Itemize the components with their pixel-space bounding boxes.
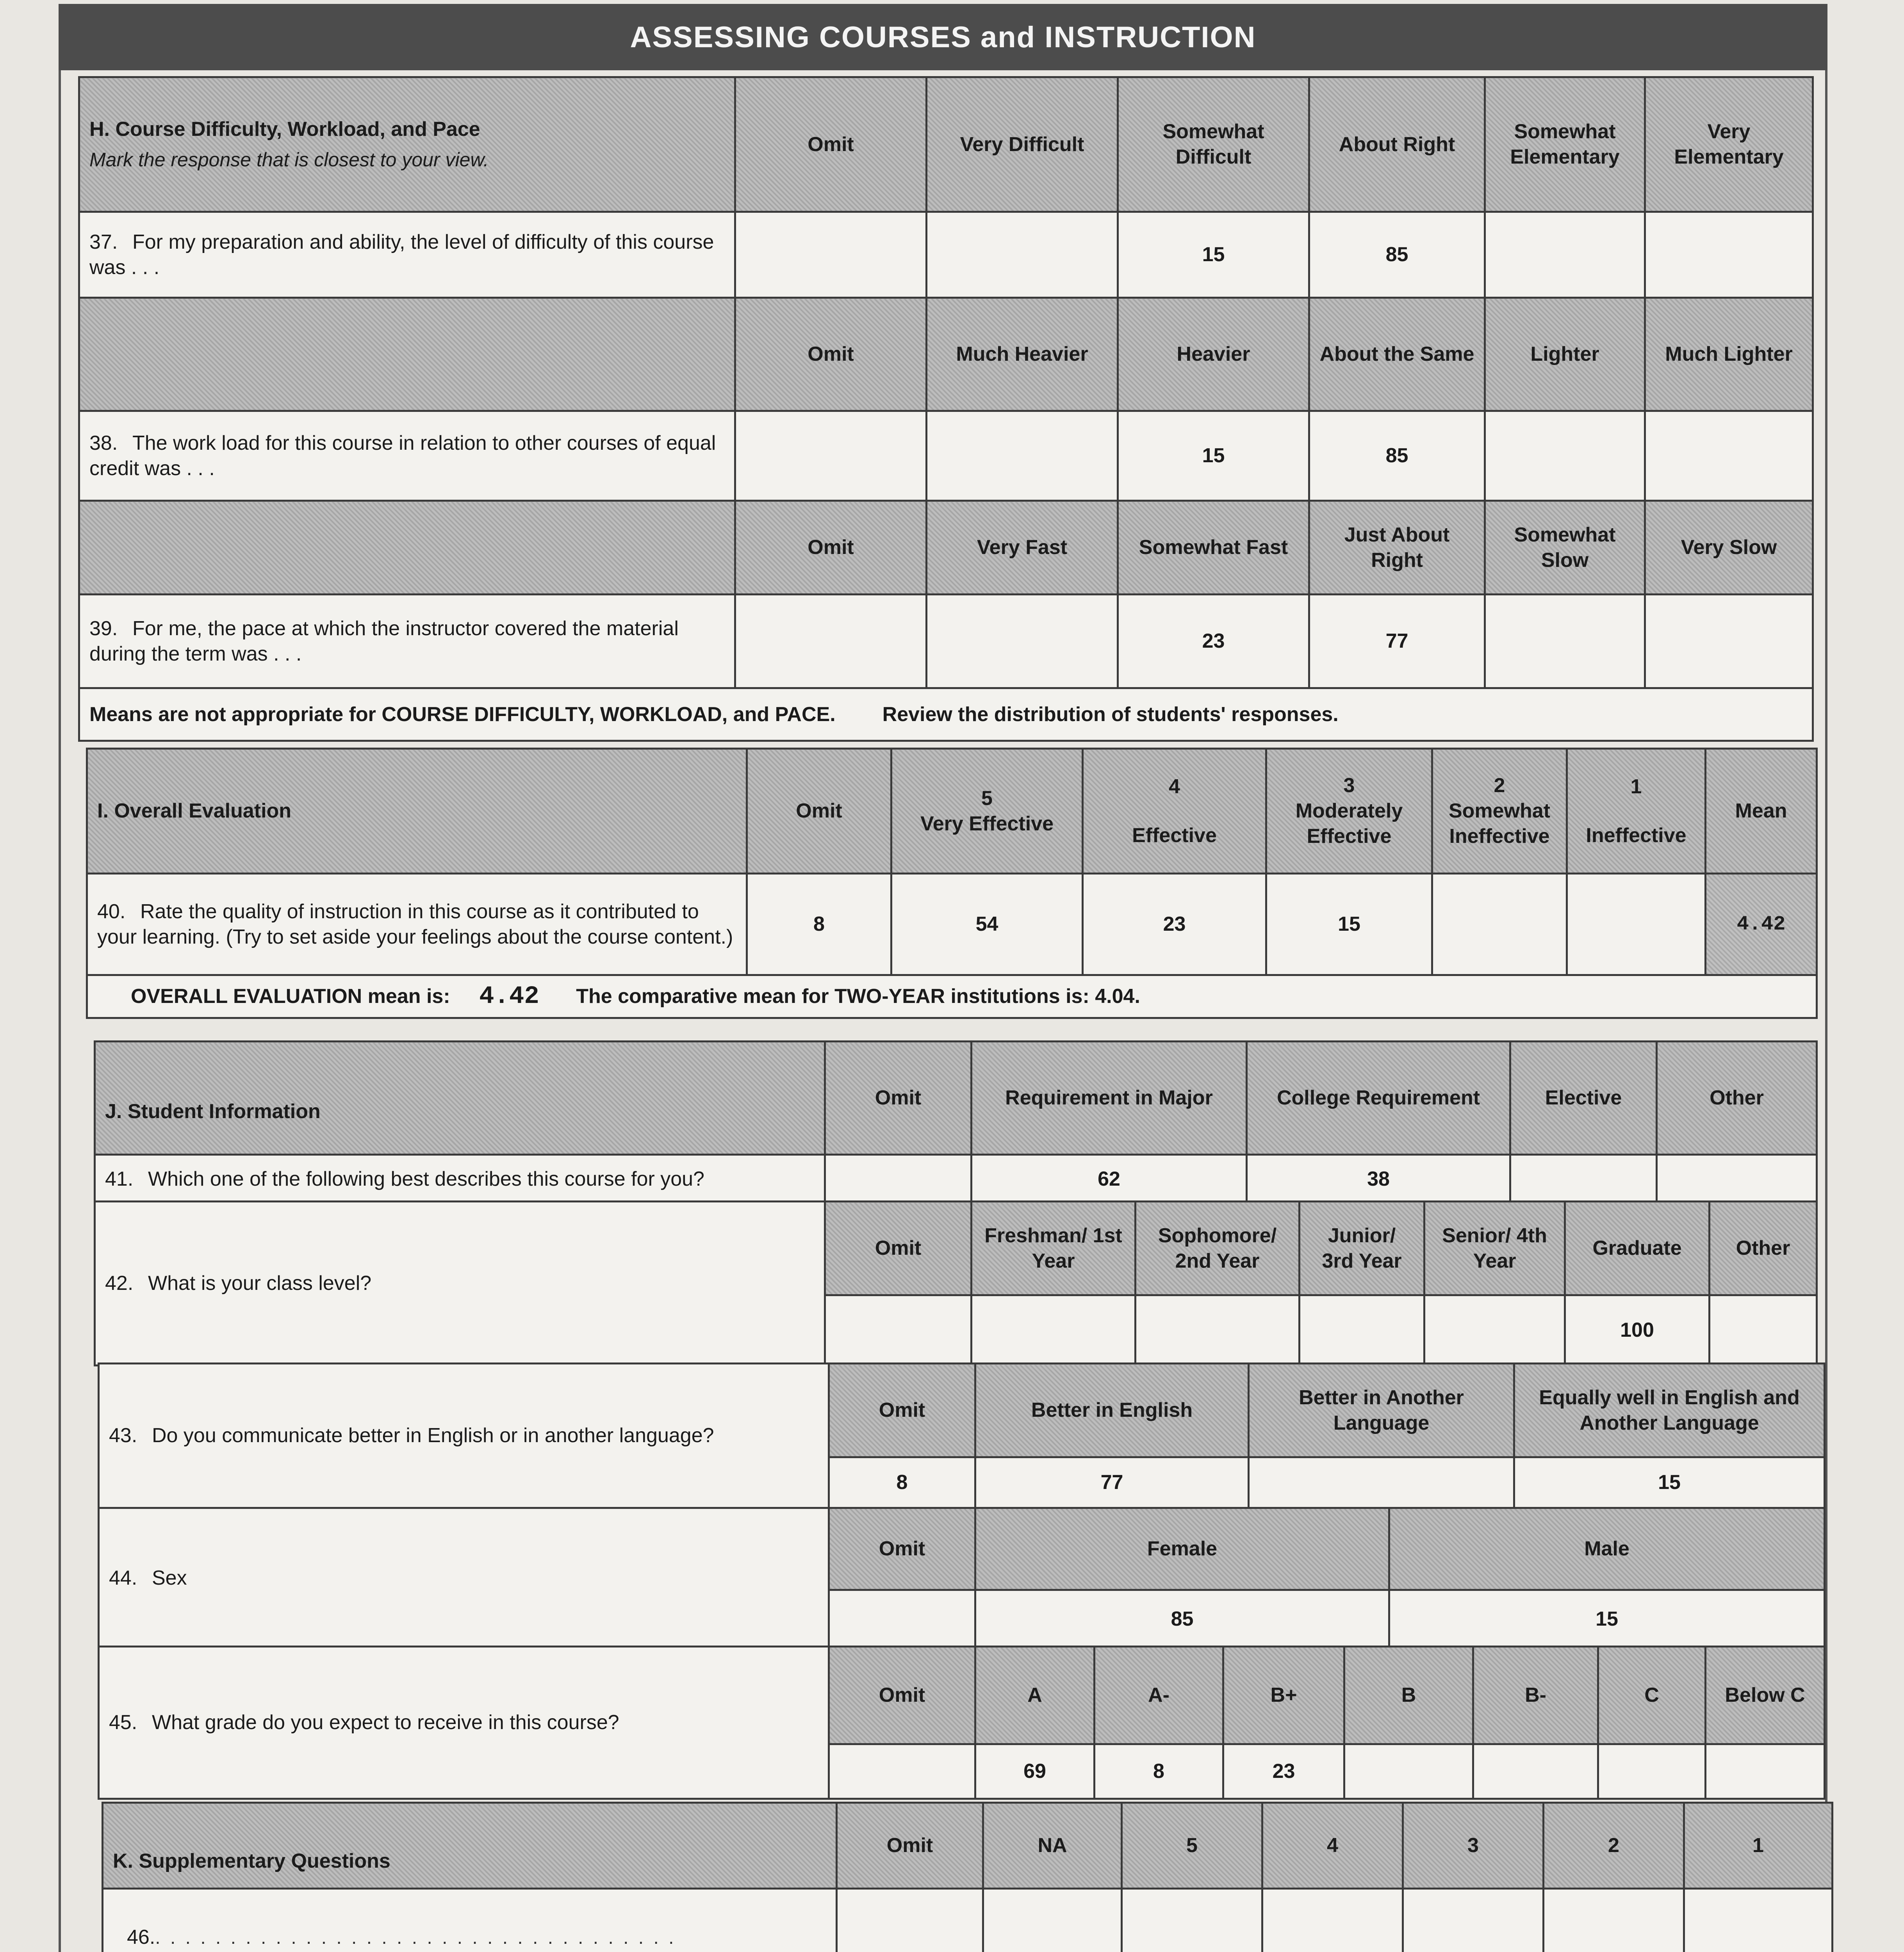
q37-value-omit xyxy=(735,212,927,298)
q39-header-just-about-right: Just About Right xyxy=(1309,501,1485,595)
q44-header-female: Female xyxy=(975,1508,1389,1590)
k-header-3: 3 xyxy=(1403,1803,1544,1889)
q45-value-a-minus: 8 xyxy=(1095,1744,1223,1799)
q41-header-other: Other xyxy=(1657,1042,1817,1155)
q39-header-very-fast: Very Fast xyxy=(927,501,1118,595)
q41-header-college-requirement: College Requirement xyxy=(1247,1042,1510,1155)
q40-header-effective: 4 Effective xyxy=(1083,749,1266,874)
q41-value-other xyxy=(1657,1155,1817,1204)
section-i-table xyxy=(86,748,1818,1019)
k-header-na: NA xyxy=(983,1803,1122,1889)
q40-value-omit: 8 xyxy=(747,874,891,975)
q37-value-about-right: 85 xyxy=(1309,212,1485,298)
q42-value-other xyxy=(1710,1295,1817,1366)
q40-header-omit: Omit xyxy=(747,749,891,874)
q38-value-much-heavier xyxy=(927,411,1118,501)
section-h-title: H. Course Difficulty, Workload, and Pace Mark the response that is closest to your view. xyxy=(79,77,735,212)
q37-value-somewhat-elementary xyxy=(1485,212,1645,298)
q45-header-b-plus: B+ xyxy=(1223,1647,1344,1744)
q43-text: 43. Do you communicate better in English or in another language? xyxy=(99,1364,829,1508)
q42-value-sophomore xyxy=(1136,1295,1300,1366)
section-i-title: I. Overall Evaluation xyxy=(87,749,747,874)
q43-header-better-in-another-language: Better in Another Language xyxy=(1249,1364,1514,1457)
section-h-subtitle: Mark the response that is closest to your view. xyxy=(89,149,489,171)
q39-header-omit: Omit xyxy=(735,501,927,595)
q37-value-somewhat-difficult: 15 xyxy=(1118,212,1309,298)
q45-value-omit xyxy=(829,1744,975,1799)
q45-value-b-minus xyxy=(1473,1744,1598,1799)
k-column-3 xyxy=(1403,1889,1544,1952)
section-j-table-41 xyxy=(94,1040,1818,1204)
q39-text: 39. For me, the pace at which the instructor covered the material during the term was . . . xyxy=(79,595,735,688)
q41-text: 41. Which one of the following best describes this course for you? xyxy=(95,1155,825,1204)
k-header-1: 1 xyxy=(1684,1803,1833,1889)
q37-value-very-elementary xyxy=(1645,212,1813,298)
q39-value-very-slow xyxy=(1645,595,1813,688)
q39-header-very-slow: Very Slow xyxy=(1645,501,1813,595)
q42-header-graduate: Graduate xyxy=(1565,1202,1710,1295)
q39-header-somewhat-fast: Somewhat Fast xyxy=(1118,501,1309,595)
section-h-note: Means are not appropriate for COURSE DIFFICULTY, WORKLOAD, and PACE. Review the distribution of students' responses. xyxy=(79,688,1813,741)
q39-value-omit xyxy=(735,595,927,688)
q40-value-somewhat-ineffective xyxy=(1432,874,1567,975)
q41-value-requirement-in-major: 62 xyxy=(972,1155,1247,1204)
q44-value-female: 85 xyxy=(975,1590,1389,1649)
q42-text: 42. What is your class level? xyxy=(95,1202,825,1366)
k-column-5 xyxy=(1122,1889,1262,1952)
q39-value-just-about-right: 77 xyxy=(1309,595,1485,688)
q42-value-graduate: 100 xyxy=(1565,1295,1710,1366)
section-j-title: J. Student Information xyxy=(95,1042,825,1155)
q37-header-somewhat-elementary: Somewhat Elementary xyxy=(1485,77,1645,212)
q41-header-elective: Elective xyxy=(1510,1042,1657,1155)
overall-mean-value: 4.42 xyxy=(479,982,539,1011)
k-items-list xyxy=(103,1889,837,1952)
q37-header-somewhat-difficult: Somewhat Difficult xyxy=(1118,77,1309,212)
q40-header-mean: Mean xyxy=(1706,749,1817,874)
q38-value-heavier: 15 xyxy=(1118,411,1309,501)
section-j-table-43 xyxy=(98,1362,1826,1509)
page-title: ASSESSING COURSES and INSTRUCTION xyxy=(59,4,1827,70)
q38-value-much-lighter xyxy=(1645,411,1813,501)
q37-header-very-elementary: Very Elementary xyxy=(1645,77,1813,212)
q38-header-omit: Omit xyxy=(735,298,927,411)
q43-value-better-in-another-language xyxy=(1249,1457,1514,1508)
q44-value-omit xyxy=(829,1590,975,1649)
overall-evaluation-note: OVERALL EVALUATION mean is: 4.42 The comparative mean for TWO-YEAR institutions is: 4.04. xyxy=(87,975,1817,1018)
q45-header-below-c: Below C xyxy=(1706,1647,1825,1744)
q42-header-sophomore: Sophomore/ 2nd Year xyxy=(1136,1202,1300,1295)
q43-header-omit: Omit xyxy=(829,1364,975,1457)
q38-header-about-the-same: About the Same xyxy=(1309,298,1485,411)
q42-header-omit: Omit xyxy=(825,1202,972,1295)
q38-header-lighter: Lighter xyxy=(1485,298,1645,411)
section-k-table xyxy=(102,1802,1833,1952)
q39-value-very-fast xyxy=(927,595,1118,688)
q37-header-omit: Omit xyxy=(735,77,927,212)
q45-text: 45. What grade do you expect to receive in this course? xyxy=(99,1647,829,1799)
q37-text: 37. For my preparation and ability, the level of difficulty of this course was . . . xyxy=(79,212,735,298)
k-header-5: 5 xyxy=(1122,1803,1262,1889)
q45-header-a-minus: A- xyxy=(1095,1647,1223,1744)
q44-header-male: Male xyxy=(1389,1508,1825,1590)
q38-header-blank xyxy=(79,298,735,411)
q45-header-omit: Omit xyxy=(829,1647,975,1744)
q39-header-blank xyxy=(79,501,735,595)
q45-header-b: B xyxy=(1344,1647,1473,1744)
q39-header-somewhat-slow: Somewhat Slow xyxy=(1485,501,1645,595)
q42-value-omit xyxy=(825,1295,972,1366)
q42-header-junior: Junior/ 3rd Year xyxy=(1300,1202,1424,1295)
k-header-2: 2 xyxy=(1544,1803,1684,1889)
q39-value-somewhat-fast: 23 xyxy=(1118,595,1309,688)
q38-header-heavier: Heavier xyxy=(1118,298,1309,411)
q45-header-a: A xyxy=(975,1647,1095,1744)
q40-value-very-effective: 54 xyxy=(891,874,1083,975)
q42-header-senior: Senior/ 4th Year xyxy=(1424,1202,1565,1295)
k-column-2 xyxy=(1544,1889,1684,1952)
q40-header-ineffective: 1 Ineffective xyxy=(1567,749,1706,874)
q41-value-college-requirement: 38 xyxy=(1247,1155,1510,1204)
q42-value-senior xyxy=(1424,1295,1565,1366)
q45-header-c: C xyxy=(1598,1647,1706,1744)
q41-header-omit: Omit xyxy=(825,1042,972,1155)
q44-value-male: 15 xyxy=(1389,1590,1825,1649)
q42-value-junior xyxy=(1300,1295,1424,1366)
q45-header-b-minus: B- xyxy=(1473,1647,1598,1744)
q40-header-moderately-effective: 3 Moderately Effective xyxy=(1266,749,1432,874)
q43-value-omit: 8 xyxy=(829,1457,975,1508)
q38-header-much-lighter: Much Lighter xyxy=(1645,298,1813,411)
q44-header-omit: Omit xyxy=(829,1508,975,1590)
q42-value-freshman xyxy=(972,1295,1136,1366)
q40-value-ineffective xyxy=(1567,874,1706,975)
q42-header-freshman: Freshman/ 1st Year xyxy=(972,1202,1136,1295)
k-column-4 xyxy=(1262,1889,1403,1952)
q45-value-b xyxy=(1344,1744,1473,1799)
q41-header-requirement-in-major: Requirement in Major xyxy=(972,1042,1247,1155)
q44-text: 44. Sex xyxy=(99,1508,829,1649)
q41-value-elective xyxy=(1510,1155,1657,1204)
q37-header-very-difficult: Very Difficult xyxy=(927,77,1118,212)
q37-value-very-difficult xyxy=(927,212,1118,298)
section-j-table-45 xyxy=(98,1646,1826,1800)
q38-value-lighter xyxy=(1485,411,1645,501)
q45-value-below-c xyxy=(1706,1744,1825,1799)
q40-header-very-effective: 5 Very Effective xyxy=(891,749,1083,874)
q38-text: 38. The work load for this course in relation to other courses of equal credit was . . . xyxy=(79,411,735,501)
q40-text: 40. Rate the quality of instruction in this course as it contributed to your learning. (Try to set aside your feelings about the course content.) xyxy=(87,874,747,975)
k-column-omit xyxy=(837,1889,983,1952)
k-column-1 xyxy=(1684,1889,1833,1952)
section-k-title: K. Supplementary Questions xyxy=(103,1803,837,1889)
q40-value-moderately-effective: 15 xyxy=(1266,874,1432,975)
q38-value-omit xyxy=(735,411,927,501)
q39-value-somewhat-slow xyxy=(1485,595,1645,688)
q42-header-other: Other xyxy=(1710,1202,1817,1295)
section-j-table-44 xyxy=(98,1507,1826,1649)
k-item-46: 46.. . . . . . . . . . . . . . . . . . . . . . . . . . . . . . . . . . . xyxy=(127,1926,676,1948)
k-header-4: 4 xyxy=(1262,1803,1403,1889)
q43-value-better-in-english: 77 xyxy=(975,1457,1249,1508)
q43-header-equally-well: Equally well in English and Another Language xyxy=(1514,1364,1825,1457)
q38-value-about-the-same: 85 xyxy=(1309,411,1485,501)
k-header-omit: Omit xyxy=(837,1803,983,1889)
q41-value-omit xyxy=(825,1155,972,1204)
q45-value-a: 69 xyxy=(975,1744,1095,1799)
q40-value-mean: 4.42 xyxy=(1706,874,1817,975)
q40-value-effective: 23 xyxy=(1083,874,1266,975)
q45-value-b-plus: 23 xyxy=(1223,1744,1344,1799)
section-h-table xyxy=(78,76,1814,742)
q45-value-c xyxy=(1598,1744,1706,1799)
k-column-na xyxy=(983,1889,1122,1952)
q43-value-equally-well: 15 xyxy=(1514,1457,1825,1508)
q40-header-somewhat-ineffective: 2 Somewhat Ineffective xyxy=(1432,749,1567,874)
q43-header-better-in-english: Better in English xyxy=(975,1364,1249,1457)
q37-header-about-right: About Right xyxy=(1309,77,1485,212)
q38-header-much-heavier: Much Heavier xyxy=(927,298,1118,411)
section-j-table-42 xyxy=(94,1200,1818,1366)
